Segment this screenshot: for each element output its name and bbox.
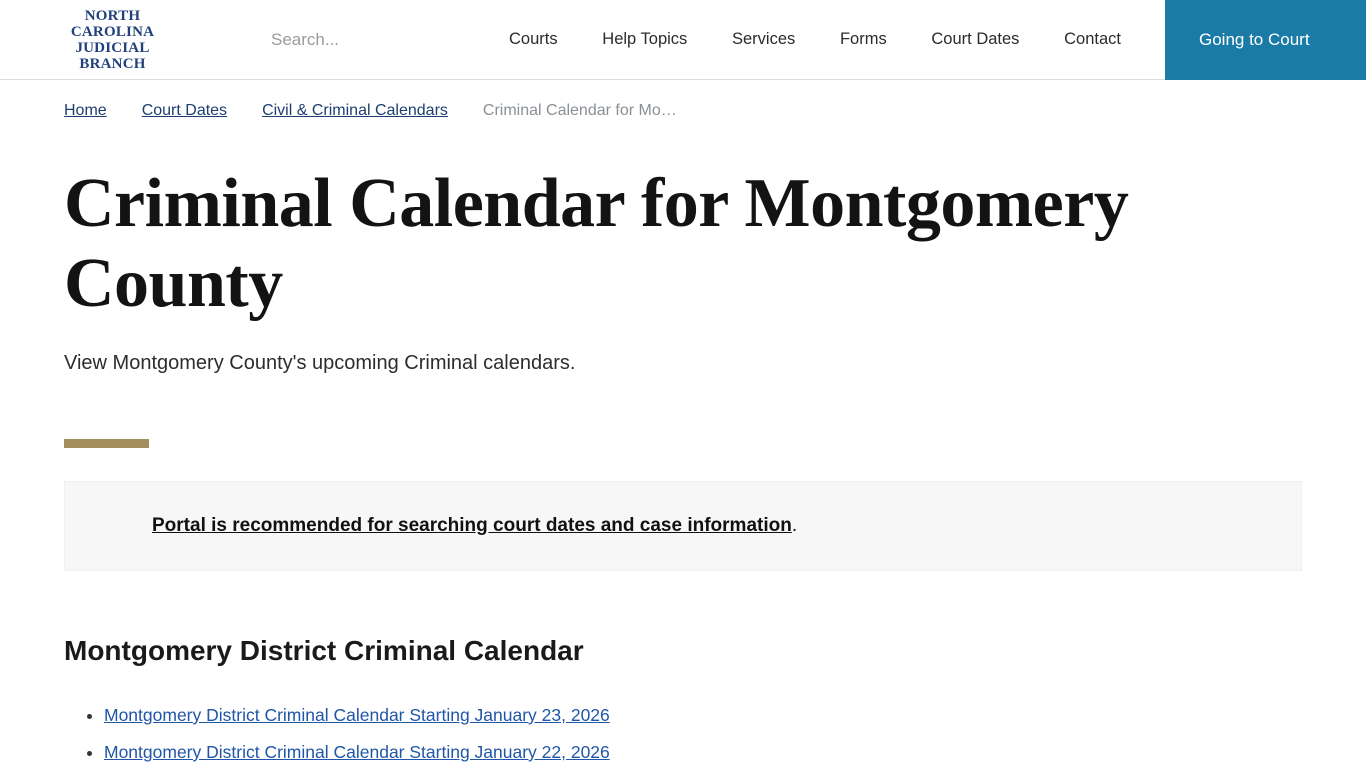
going-to-court-button[interactable] [1165, 0, 1366, 80]
logo-line-2: CAROLINA [70, 23, 155, 40]
portal-link[interactable]: Portal is recommended for searching court dates and case information [152, 515, 792, 536]
main-nav [509, 30, 1121, 49]
breadcrumb [64, 102, 1366, 120]
nav-item-courts[interactable]: Courts [509, 30, 558, 48]
logo-line-3: JUDICIAL [75, 39, 150, 56]
nav-item-help-topics[interactable]: Help Topics [602, 30, 688, 48]
site-logo[interactable] [64, 8, 161, 72]
page-subtitle: View Montgomery County's upcoming Criminal calendars. [64, 352, 576, 374]
breadcrumb-current-page: Criminal Calendar for Mo… [482, 102, 677, 119]
page-title: Criminal Calendar for Montgomery County [64, 165, 1129, 322]
nav-item-services[interactable]: Services [731, 30, 796, 48]
main-content [64, 164, 1302, 763]
list-item [104, 705, 1302, 726]
portal-notice-suffix: . [791, 515, 798, 536]
logo-line-4: BRANCH [79, 55, 146, 72]
accent-divider [64, 439, 149, 448]
logo-line-1: NORTH [84, 7, 141, 24]
calendar-list [64, 705, 1302, 763]
nav-item-contact[interactable]: Contact [1064, 30, 1121, 48]
calendar-link-jan-23[interactable]: Montgomery District Criminal Calendar Starting January 23, 2026 [104, 705, 610, 725]
breadcrumb-court-dates[interactable]: Court Dates [141, 102, 228, 119]
search-input[interactable] [271, 30, 481, 50]
section-heading: Montgomery District Criminal Calendar [64, 635, 584, 666]
going-to-court-label: Going to Court [1199, 29, 1310, 49]
breadcrumb-civil-criminal[interactable]: Civil & Criminal Calendars [262, 102, 448, 119]
list-item [104, 742, 1302, 763]
nav-item-court-dates[interactable]: Court Dates [931, 30, 1020, 48]
nav-item-forms[interactable]: Forms [839, 30, 887, 48]
portal-notice-box [64, 481, 1302, 571]
site-header [0, 0, 1366, 80]
calendar-link-jan-22[interactable]: Montgomery District Criminal Calendar Starting January 22, 2026 [104, 742, 610, 762]
breadcrumb-home[interactable]: Home [64, 102, 107, 119]
